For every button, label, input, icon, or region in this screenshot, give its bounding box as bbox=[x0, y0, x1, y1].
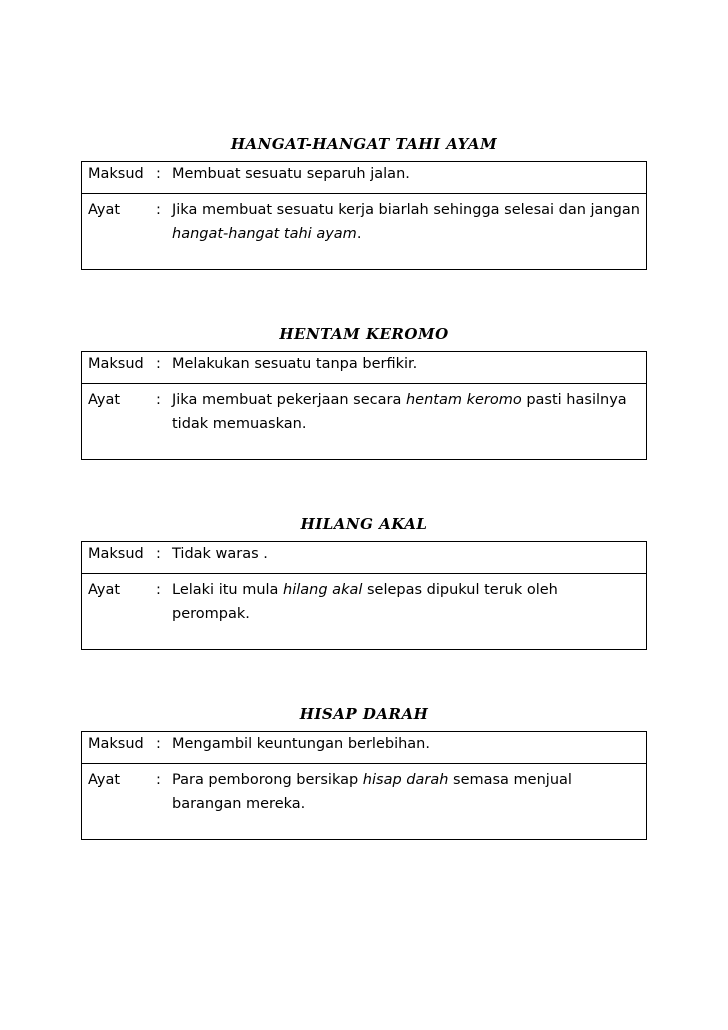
maksud-text: Melakukan sesuatu tanpa berfikir. bbox=[172, 356, 418, 372]
ayat-colon: : bbox=[156, 392, 161, 408]
ayat-text-after: selepas dipukul teruk oleh perompak. bbox=[172, 582, 558, 622]
idiom-table bbox=[81, 351, 647, 460]
maksud-colon: : bbox=[156, 546, 161, 562]
maksud-row bbox=[82, 352, 646, 384]
ayat-colon: : bbox=[156, 202, 161, 218]
ayat-text-after: pasti hasilnya tidak memuaskan. bbox=[172, 392, 627, 432]
ayat-text-after: . bbox=[356, 226, 362, 242]
ayat-idiom-italic: hentam keromo bbox=[405, 392, 522, 408]
ayat-text bbox=[172, 388, 646, 459]
ayat-label: Ayat bbox=[88, 202, 121, 218]
ayat-row bbox=[82, 384, 646, 459]
maksud-label: Maksud bbox=[88, 546, 144, 562]
idiom-section-2 bbox=[81, 323, 647, 460]
ayat-colon: : bbox=[156, 772, 161, 788]
idiom-title: HENTAM KEROMO bbox=[279, 325, 449, 343]
idiom-title: HILANG AKAL bbox=[300, 515, 428, 533]
ayat-row bbox=[82, 764, 646, 839]
idiom-section-4 bbox=[81, 703, 647, 840]
idiom-title: HANGAT-HANGAT TAHI AYAM bbox=[230, 135, 498, 153]
idiom-title: HISAP DARAH bbox=[299, 705, 429, 723]
ayat-text-before: Jika membuat pekerjaan secara bbox=[172, 392, 406, 408]
ayat-text-before: Jika membuat sesuatu kerja biarlah sehingga selesai dan jangan bbox=[172, 202, 640, 218]
maksud-text: Tidak waras . bbox=[172, 546, 268, 562]
maksud-label: Maksud bbox=[88, 736, 144, 752]
ayat-label: Ayat bbox=[88, 582, 121, 598]
ayat-row bbox=[82, 574, 646, 649]
maksud-label: Maksud bbox=[88, 356, 144, 372]
maksud-row bbox=[82, 162, 646, 194]
idiom-section-3 bbox=[81, 513, 647, 650]
maksud-label: Maksud bbox=[88, 166, 144, 182]
ayat-row bbox=[82, 194, 646, 269]
ayat-text-before: Lelaki itu mula bbox=[172, 582, 284, 598]
maksud-row bbox=[82, 542, 646, 574]
maksud-colon: : bbox=[156, 166, 161, 182]
ayat-text bbox=[172, 198, 646, 269]
ayat-text-before: Para pemborong bersikap bbox=[172, 772, 363, 788]
idiom-section-1 bbox=[81, 133, 647, 270]
maksud-text: Membuat sesuatu separuh jalan. bbox=[172, 166, 410, 182]
ayat-label: Ayat bbox=[88, 392, 121, 408]
ayat-text bbox=[172, 578, 646, 649]
maksud-row bbox=[82, 732, 646, 764]
maksud-text: Mengambil keuntungan berlebihan. bbox=[172, 736, 430, 752]
maksud-colon: : bbox=[156, 736, 161, 752]
ayat-idiom-italic: hilang akal bbox=[283, 582, 363, 598]
idiom-table bbox=[81, 161, 647, 270]
ayat-idiom-italic: hisap darah bbox=[362, 772, 449, 788]
idiom-table bbox=[81, 541, 647, 650]
ayat-text bbox=[172, 768, 646, 839]
ayat-idiom-italic: hangat-hangat tahi ayam bbox=[172, 226, 357, 242]
idiom-table bbox=[81, 731, 647, 840]
ayat-text-after: semasa menjual barangan mereka. bbox=[172, 772, 572, 812]
ayat-label: Ayat bbox=[88, 772, 121, 788]
maksud-colon: : bbox=[156, 356, 161, 372]
ayat-colon: : bbox=[156, 582, 161, 598]
